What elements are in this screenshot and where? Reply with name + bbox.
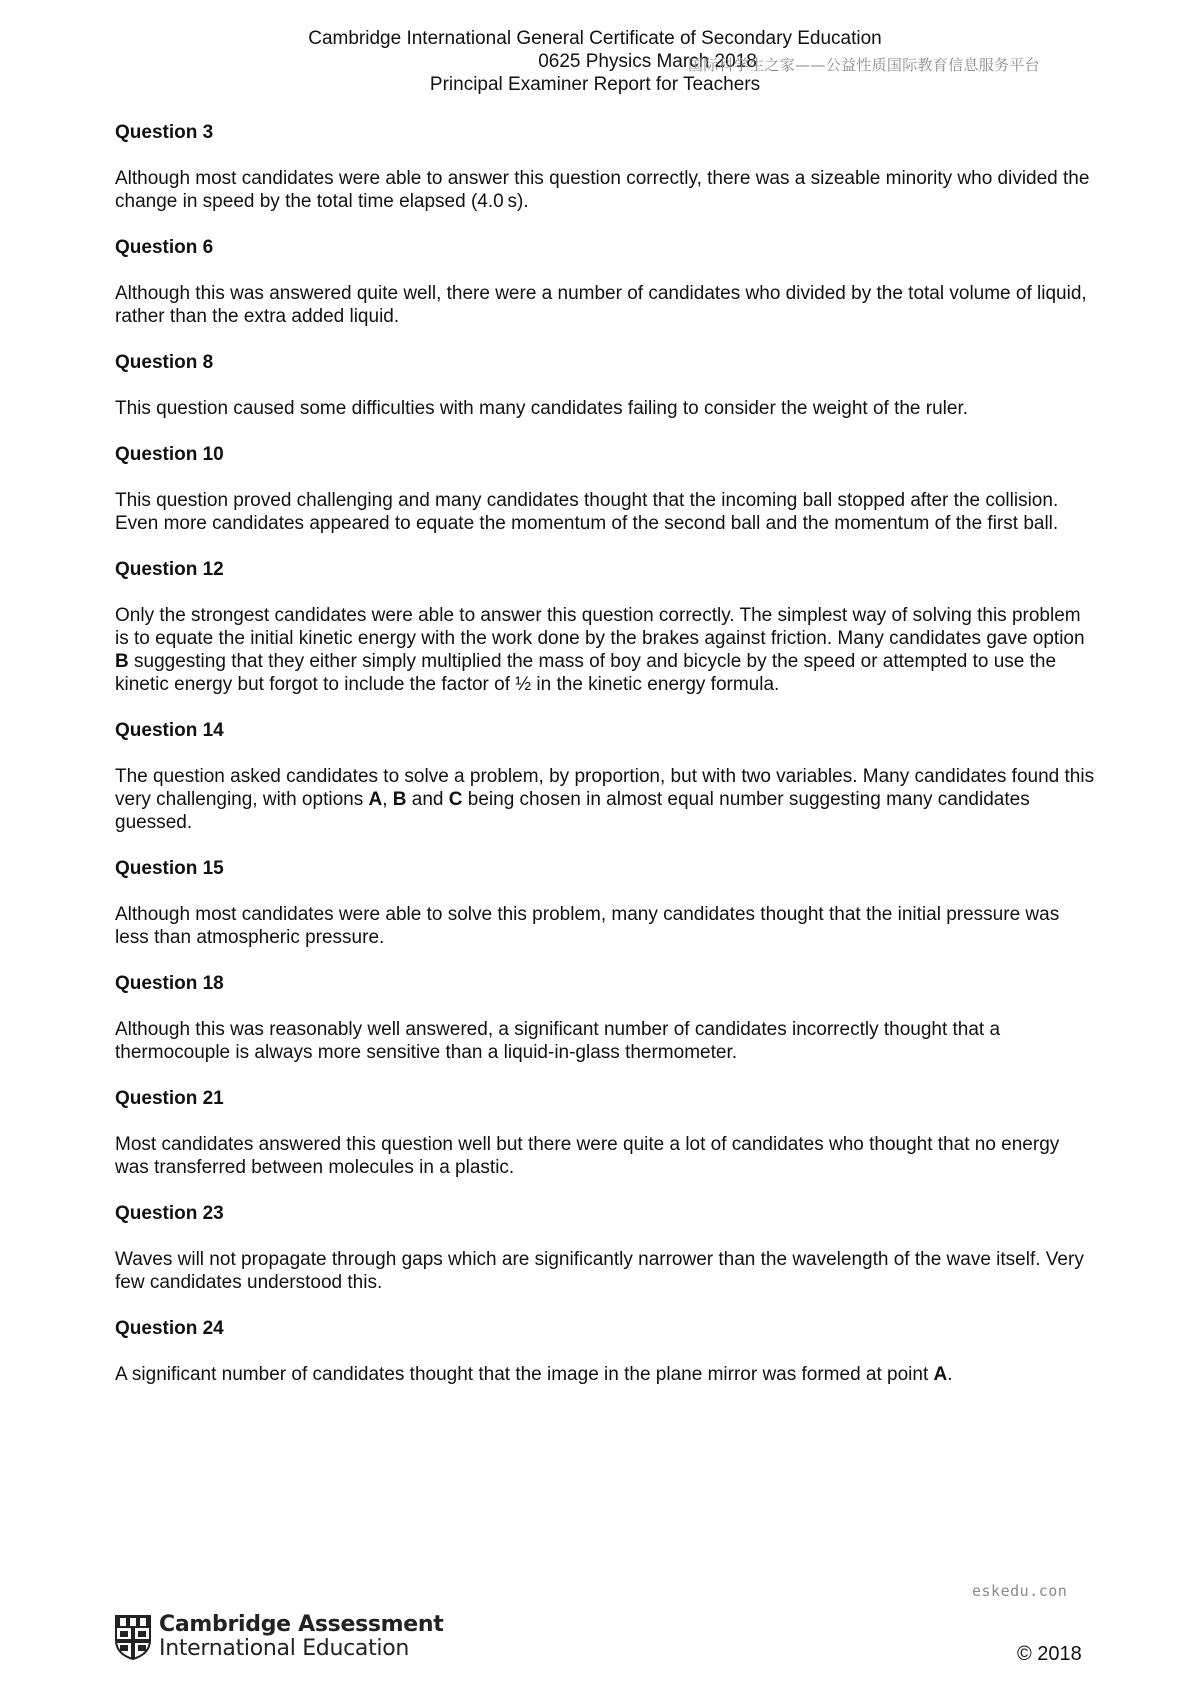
question-title: Question 3 <box>115 122 214 143</box>
question-title: Question 12 <box>115 559 224 580</box>
question-section <box>115 121 1095 213</box>
question-commentary: Only the strongest candidates were able to answer this question correctly. The simplest way of solving this problem is to equate the initial kinetic energy with the work done by the brakes against friction. Many candidates gave option B suggesting that they either simply multiplied the mass of boy and bicycle by the speed or attempted to use the kinetic energy but forgot to include the factor of ½ in the kinetic energy formula. <box>115 605 1085 695</box>
question-section <box>115 236 1095 328</box>
watermark-text: 国际科学生之家——公益性质国际教育信息服务平台 <box>688 56 1040 74</box>
question-section <box>115 1202 1095 1294</box>
question-commentary: Although most candidates were able to solve this problem, many candidates thought that the initial pressure was less than atmospheric pressure. <box>115 904 1060 948</box>
question-section <box>115 351 1095 420</box>
question-title: Question 23 <box>115 1203 224 1224</box>
logo-subtitle: International Education <box>159 1636 410 1661</box>
question-title: Question 15 <box>115 858 224 879</box>
copyright: © 2018 <box>1017 1643 1082 1665</box>
cambridge-logo <box>114 1612 443 1662</box>
question-section <box>115 1317 1095 1386</box>
question-commentary: A significant number of candidates thought that the image in the plane mirror was formed at point A. <box>115 1364 953 1385</box>
question-commentary: Although this was answered quite well, there were a number of candidates who divided by the total volume of liquid, rather than the extra added liquid. <box>115 283 1087 327</box>
question-commentary: Waves will not propagate through gaps which are significantly narrower than the wavelength of the wave itself. Very few candidates understood this. <box>115 1249 1084 1293</box>
question-title: Question 10 <box>115 444 224 465</box>
cambridge-crest-icon <box>114 1614 152 1660</box>
question-title: Question 14 <box>115 720 224 741</box>
question-section <box>115 558 1095 696</box>
question-title: Question 18 <box>115 973 224 994</box>
header-report-type: Principal Examiner Report for Teachers <box>429 74 761 95</box>
header-paper: 0625 Physics March 2018 <box>538 51 757 72</box>
question-commentary: Most candidates answered this question well but there were quite a lot of candidates who thought that no energy was transferred between molecules in a plastic. <box>115 1134 1060 1178</box>
question-title: Question 21 <box>115 1088 224 1109</box>
question-section <box>115 719 1095 834</box>
question-section <box>115 1087 1095 1179</box>
question-title: Question 6 <box>115 237 214 258</box>
question-commentary: This question caused some difficulties with many candidates failing to consider the weight of the ruler. <box>115 398 969 419</box>
question-section <box>115 972 1095 1064</box>
question-commentary: This question proved challenging and many candidates thought that the incoming ball stopped after the collision. Even more candidates appeared to equate the momentum of the second ball and the momentum of the first ball. <box>115 490 1059 534</box>
logo-title: Cambridge Assessment <box>159 1612 444 1637</box>
question-commentary: Although most candidates were able to answer this question correctly, there was a sizeable minority who divided the change in speed by the total time elapsed (4.0 s). <box>115 168 1090 212</box>
question-title: Question 24 <box>115 1318 224 1339</box>
report-body <box>115 121 1095 1409</box>
question-commentary: Although this was reasonably well answered, a significant number of candidates incorrectly thought that a thermocouple is always more sensitive than a liquid-in-glass thermometer. <box>115 1019 1001 1063</box>
question-title: Question 8 <box>115 352 214 373</box>
question-section <box>115 443 1095 535</box>
question-commentary: The question asked candidates to solve a problem, by proportion, but with two variables. Many candidates found this very challenging, with options A, B and C being chosen in almost equal number suggesting many candidates guessed. <box>115 766 1095 833</box>
question-section <box>115 857 1095 949</box>
site-watermark: eskedu.con <box>972 1582 1068 1600</box>
header-qualification: Cambridge International General Certificate of Secondary Education <box>308 28 882 49</box>
